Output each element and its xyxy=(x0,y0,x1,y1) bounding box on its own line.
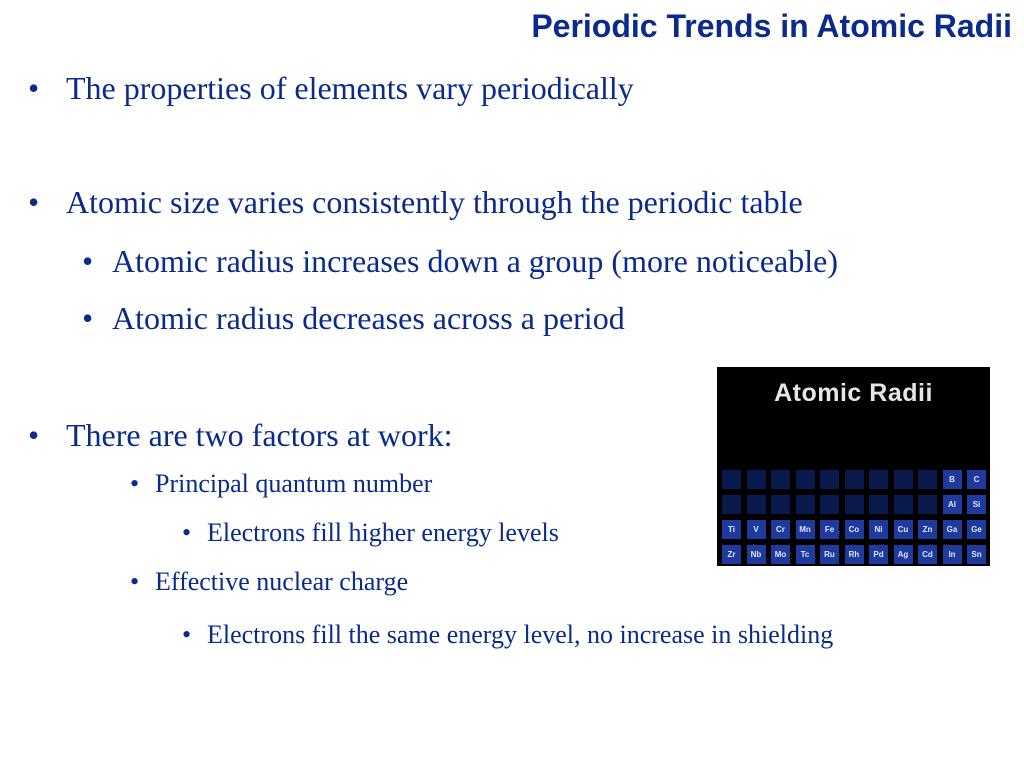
element-cell: Co xyxy=(845,520,864,539)
bullet-same-level xyxy=(182,616,902,654)
bullet-two-factors xyxy=(28,417,452,454)
element-cell: Cr xyxy=(771,520,790,539)
bullet-text: There are two factors at work: xyxy=(66,417,453,453)
bullet-nuclear-charge xyxy=(130,567,408,597)
element-cell: Ru xyxy=(820,545,839,564)
bullet-principal-quantum xyxy=(130,469,432,499)
element-cell: Sn xyxy=(967,545,986,564)
bullet-marker: • xyxy=(28,184,40,220)
empty-cell xyxy=(820,495,839,514)
empty-cell xyxy=(747,470,766,489)
empty-cell xyxy=(845,470,864,489)
empty-cell xyxy=(894,495,913,514)
element-cell: Zn xyxy=(918,520,937,539)
empty-cell xyxy=(771,495,790,514)
element-cell: Nb xyxy=(747,545,766,564)
bullet-marker: • xyxy=(130,567,140,596)
bullet-text: Atomic radius increases down a group (more noticeable) xyxy=(112,243,838,279)
element-cell: Pd xyxy=(869,545,888,564)
bullet-text: Electrons fill higher energy levels xyxy=(207,518,559,547)
element-cell: Al xyxy=(943,495,962,514)
element-cell: V xyxy=(747,520,766,539)
empty-cell xyxy=(796,470,815,489)
atomic-radii-image xyxy=(717,367,990,566)
bullet-radius-decreases xyxy=(82,300,625,337)
bullet-marker: • xyxy=(182,620,192,649)
empty-cell xyxy=(918,470,937,489)
bullet-marker: • xyxy=(182,518,192,547)
element-cell: Ga xyxy=(943,520,962,539)
element-cell: Ag xyxy=(894,545,913,564)
empty-cell xyxy=(747,495,766,514)
image-title: Atomic Radii xyxy=(774,379,933,407)
bullet-text: Atomic size varies consistently through the periodic table xyxy=(66,184,803,220)
empty-cell xyxy=(845,495,864,514)
bullet-properties-vary xyxy=(28,70,634,107)
element-cell: Si xyxy=(967,495,986,514)
element-cell: Tc xyxy=(796,545,815,564)
bullet-text: Principal quantum number xyxy=(155,469,433,498)
element-cell: Zr xyxy=(722,545,741,564)
element-cell: In xyxy=(943,545,962,564)
element-cell: Cu xyxy=(894,520,913,539)
bullet-marker: • xyxy=(28,417,40,453)
empty-cell xyxy=(771,470,790,489)
element-cell: Ti xyxy=(722,520,741,539)
bullet-marker: • xyxy=(28,70,40,106)
element-cell: Mn xyxy=(796,520,815,539)
empty-cell xyxy=(869,470,888,489)
bullet-atomic-size xyxy=(28,184,803,221)
empty-cell xyxy=(820,470,839,489)
empty-cell xyxy=(796,495,815,514)
bullet-marker: • xyxy=(82,243,94,279)
element-cell: Mo xyxy=(771,545,790,564)
bullet-text: Atomic radius decreases across a period xyxy=(112,300,625,336)
bullet-higher-levels xyxy=(182,518,559,548)
element-cell: B xyxy=(943,470,962,489)
empty-cell xyxy=(918,495,937,514)
empty-cell xyxy=(722,495,741,514)
empty-cell xyxy=(894,470,913,489)
bullet-marker: • xyxy=(130,469,140,498)
bullet-marker: • xyxy=(82,300,94,336)
bullet-radius-increases xyxy=(82,243,838,280)
element-cell: Cd xyxy=(918,545,937,564)
bullet-text: Effective nuclear charge xyxy=(155,567,409,596)
element-cell: Ni xyxy=(869,520,888,539)
element-cell: Ge xyxy=(967,520,986,539)
bullet-text: Electrons fill the same energy level, no increase in shielding xyxy=(207,620,834,649)
bullet-text: The properties of elements vary periodically xyxy=(66,70,634,106)
element-cell: Fe xyxy=(820,520,839,539)
element-cell: Rh xyxy=(845,545,864,564)
element-cell: C xyxy=(967,470,986,489)
empty-cell xyxy=(722,470,741,489)
slide-title: Periodic Trends in Atomic Radii xyxy=(531,8,1012,44)
empty-cell xyxy=(869,495,888,514)
